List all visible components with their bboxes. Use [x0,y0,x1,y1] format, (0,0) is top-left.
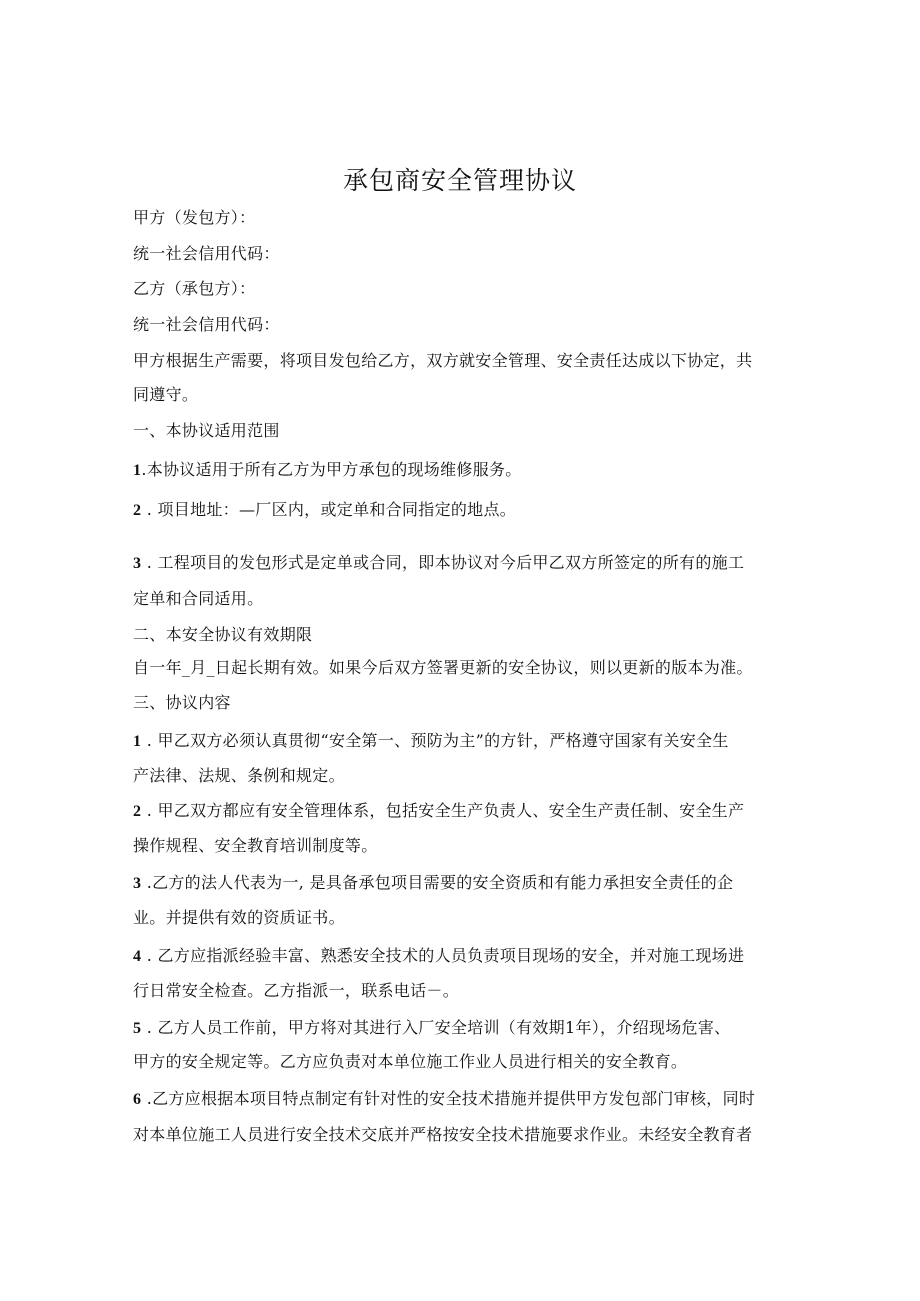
clause-line [133,729,793,754]
clause-text: . 工程项目的发包形式是定单或合同，即本协议对今后甲乙双方所签定的所有的施工 [141,553,745,572]
clause-continuation: 对本单位施工人员进行安全技术交底并严格按安全技术措施要求作业。未经安全教育者 [133,1125,753,1144]
clause-line [133,871,793,896]
clause-line [133,1016,793,1041]
party-b-label: 乙方（承包方）： [133,279,256,298]
party-b-credit-code: 统一社会信用代码： [133,315,280,334]
party-a-credit-code: 统一社会信用代码： [133,244,280,263]
intro-line: 同遵守。 [133,385,199,404]
clause-text: . 甲乙双方都应有安全管理体系，包括安全生产负责人、安全生产责任制、安全生产 [141,801,745,820]
clause-text: . 乙方人员工作前，甲方将对其进行入厂安全培训（有效期1年），介绍现场危害、 [141,1018,731,1037]
clause-number: 1 [133,462,142,479]
clause-number: 3 [133,555,142,572]
clause-text: .本协议适用于所有乙方为甲方承包的现场维修服务。 [141,460,522,479]
clause-line [133,458,793,483]
intro-line: 甲方根据生产需要，将项目发包给乙方，双方就安全管理、安全责任达成以下协定，共 [133,351,753,370]
clause-text: . 乙方应指派经验丰富、熟悉安全技术的人员负责项目现场的安全，并对施工现场进 [141,946,745,965]
clause-line [133,944,793,969]
clause-number: 6 [133,1091,142,1108]
clause-text: . 甲乙双方必须认真贯彻“安全第一、预防为主”的方针，严格遵守国家有关安全生 [141,731,729,750]
clause-continuation: 产法律、法规、条例和规定。 [133,766,345,785]
clause-number: 5 [133,1020,142,1037]
party-a-label: 甲方（发包方）： [133,208,256,227]
clause-number: 4 [133,948,142,965]
clause-line [133,799,793,824]
clause-number: 1 [133,733,142,750]
clause-continuation: 操作规程、安全教育培训制度等。 [133,836,378,855]
clause-text: .乙方的法人代表为一, 是具备承包项目需要的安全资质和有能力承担安全责任的企 [141,873,734,892]
clause-number: 2 [133,803,142,820]
clause-text: . 项目地址：—厂区内，或定单和合同指定的地点。 [141,500,517,519]
clause-continuation: 甲方的安全规定等。乙方应负责对本单位施工作业人员进行相关的安全教育。 [133,1052,688,1071]
clause-text: .乙方应根据本项目特点制定有针对性的安全技术措施并提供甲方发包部门审核，同时 [141,1089,756,1108]
clause-continuation: 行日常安全检查。乙方指派一，联系电话－。 [133,981,460,1000]
clause-line [133,551,793,576]
clause-continuation: 业。并提供有效的资质证书。 [133,908,345,927]
document-title: 承包商安全管理协议 [342,166,577,195]
section-text: 自一年_月_日起长期有效。如果今后双方签署更新的安全协议，则以更新的版本为准。 [133,658,753,677]
clause-number: 3 [133,875,142,892]
section-heading: 三、协议内容 [133,693,231,712]
clause-continuation: 定单和合同适用。 [133,589,264,608]
section-heading: 一、本协议适用范围 [133,421,280,440]
clause-line [133,1087,793,1112]
clause-line [133,498,793,523]
clause-number: 2 [133,502,142,519]
section-heading: 二、本安全协议有效期限 [133,625,313,644]
